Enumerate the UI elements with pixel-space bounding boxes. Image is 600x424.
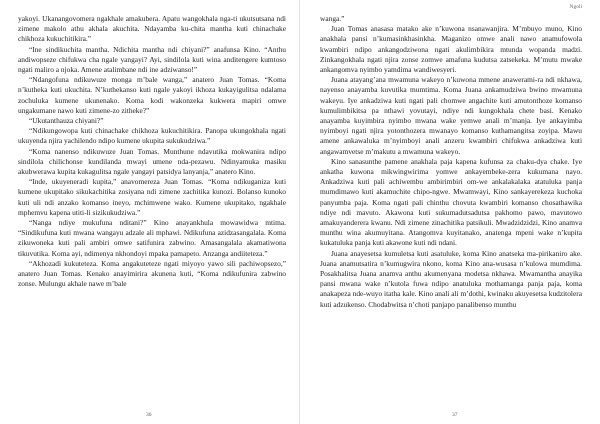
paragraph: “Ndangofuna ndikuwuze monga m’bale wanga,” anatero Juan Tomas. “Koma n’kutheka kuti ukuchita. N’kuthekanso kuti ngale yakoyi ikhoza kukayigulitsa ndalama zochuluka kumene ukunenako. Koma kodi wakonzeka kukwera mapiri omwe ungakumane nawo kuti zimene-zo zitheke?” — [18, 75, 286, 115]
right-page — [300, 0, 600, 424]
paragraph: “Nanga ndiye mukufuna nditani?” Kino anayankhula mowawidwa mtima. “Sindikufuna kuti mwana wangayu adzale ali mphawi. Ndikufuna azidzasangalala. Koma zikuwoneka kuti pali ambiri omwe satifunira zabwino. Amasangalala akamatiwona tikuvutika. Koma ayi, ndimenya nkhondoyi mpaka pamapeto. Anzanga andiiteteza.” — [18, 218, 286, 258]
paragraph: Juan Tomas anasasa matako ake n’kuwona nsanawanjira. M’mbuyo muno, Kino anakhala pansi n’kumasinkhasinkha. Maganizo omwe anali nawo anamufowola kwambiri ndipo ankangodziwona ngati akulimbikira mtunda wopanda madzi. Zinkangokhala ngati njira zonse zomwe amafuna kudutsa zatsekeka. M’mutu mwake ankangomva nyimbo yamdima wandiwesyeri. — [320, 24, 582, 75]
paragraph: “Ine sindikuchita mantha. Ndichita mantha ndi chiyani?” anafunsa Kino. “Anthu andiwopseze chifukwa cha ngale yangayi? Ayi, sindilola kuti wina anditengere kumtoso ngati maliro a njoka. Amene atalimbane ndi ine adziwanso!” — [18, 44, 286, 75]
left-page-text — [18, 14, 286, 289]
right-page-text — [320, 14, 582, 310]
running-head-right: Ngoli — [569, 4, 582, 10]
page-number-right: 37 — [452, 412, 458, 418]
paragraph: “Koma nanenso ndikuwuze Juan Tomas. Munthune ndavutika mokwanira ndipo sindilola chilichonse kundilanda mwayi umene nda-pezawu. Ndinyamuka masiku akubwerawa kupita kukagulitsa ngale yangayi patsidya lanyanja,” anatero Kino. — [18, 146, 286, 177]
paragraph: “Ndikungowopa kuti chinachake chikhoza kukuchitikira. Panopa ukungokhala ngati ukuyenda njira yachilendo ndipo kumene ukupita sukukudziwa.” — [18, 126, 286, 146]
paragraph: Juana atayang’ana mwamuna wakeyo n’kuwona mmene anawerami-ra ndi nkhawa, nayenso anayamba kuvutika mumtima. Koma Juana ankamudziwa bwino mwamuna wakeyu. Iye ankadziwa kuti ngati pali chomwe angachite kuti amutonthoze komanso kumulimbikitsa pa nthawi yovutayi, ndiye ndi kungokhala chete basi. Kenako anayamba kuyimbira nyimbo mwana wake yemwe anali m’manja. Iye ankayimba nyimboyi ngati njira yotonthozera mwanayo komanso kuthamangitsa zoyipa. Mawu amene ankawaluka m’nyimboyi anali anzeru kwambiri chifukwa ankadziwa kuti angawamvetse m’makutu a mwamuna wakeyo. — [320, 75, 582, 156]
page-number-left: 36 — [146, 412, 152, 418]
paragraph: “Ukutanthauza chiyani?” — [29, 116, 104, 126]
paragraph: Juana anayesetsa kumuletsa kuti asatuluke, koma Kino anatseka ma-pirikaniro ake. Juana anamutsatira n’kumugwira nkono, koma Kino ana-wusasa n’kulowa mumdima. Posakhalitsa Juana anamva anthu akumenyana modetsa nkhawa. Mwamantha anayika pansi mwana wake n’kutola fuwa ndipo anatuluka mothamanga panja paja, koma anakapeza nde-wuyo itatha kale. Kino anali ali m’dothi, kwinaku akuyesetsa kudzitolera kuti adzukenso. Chodabwitsa n’choti panjapo panalibenso munthu — [320, 248, 582, 309]
paragraph: Kino sanasunthe pamene anakhala paja kapena kufunsa za chaku-dya chake. Iye ankatha kuwona mikwingwirima yomwe ankayembeke-zera kukumana nayo. Ankadziwa kuti pali achiwembu ambirimbiri om-we ankalakalaka atatuluka panja mumdimawo kuti akamuchite chipo-ngwe. Mwamwayi, Kino sankayerekeza kuchoka panyumba paja. Koma ngati pali chinthu chovuta kwambiri komanso chosathawika ndiye ndi mavuto. Akawona kuti sukumadutsadutsa pakhomo pawo, mavutowo amakuyanderera kwanu. Ndi zimene zinachitika patsikuli. Mwadzidzidzi, Kino anamva munthu wina akumuyitana. Atangomva kuyitanako, anatenga mpeni wake n’kupita kukatuluka panja kuti akawone kuti ndi ndani. — [320, 156, 582, 248]
paragraph: yakoyi. Ukanangovomera ngakhale amakubera. Apatu wangokhala nga-ti ukutsutsana ndi zimene makolo athu akhala akuchita. Ndayamba ku-chita mantha kuti chinachake chikhoza kukuchitikira.” — [18, 14, 286, 44]
paragraph: “Inde, ukuyeneradi kupita,” anavomereza Juan Tomas. “Koma ndikuganiza kuti kumene ukupitako sikukachitika zosiyana ndi zimene zachitika kunozi. Bolanso kunoko kuti uli ndi anzako komanso ineyo, mchimwene wako. Kumene ukupitako, ngakhale mphemvu kapena utiti-li sizikukudziwa.” — [18, 177, 286, 217]
paragraph: “Akhozadi kukuteteza. Koma angakuteteze ngati miyoyo yawo sili pachiwopsezo,” anatero Juan Tomas. Kenako anayimirira akunena kuti, “Koma ndikufunira zabwino zonse. Mulungu akhale nawe m’bale — [18, 258, 286, 289]
paragraph: wanga.” — [320, 14, 345, 23]
